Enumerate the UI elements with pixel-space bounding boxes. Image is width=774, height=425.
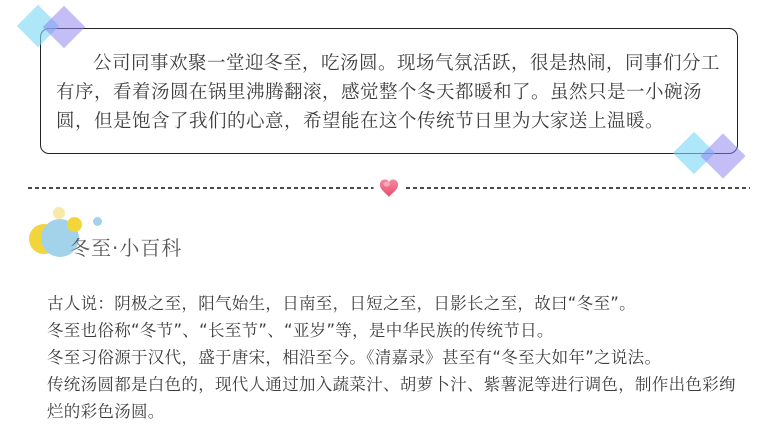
body-text [47,290,749,425]
decor-circle-pale-yellow [53,207,65,219]
body-paragraph: 古人说：阴极之至，阳气始生，日南至，日短之至，日影长之至，故曰“冬至”。 [47,294,636,313]
heart-icon [374,178,405,199]
intro-paragraph: 公司同事欢聚一堂迎冬至，吃汤圆。现场气氛活跃，很是热闹，同事们分工有序，看着汤圆在锅里沸腾翻滚，感觉整个冬天都暖和了。虽然只是一小碗汤圆，但是饱含了我们的心意，希望能在这个传统节日里为大家送上温暖。 [56,53,721,132]
body-paragraph: 传统汤圆都是白色的，现代人通过加入蔬菜汁、胡萝卜汁、紫薯泥等进行调色，制作出色彩绚烂的彩色汤圆。 [47,375,736,421]
decor-circle-blue-small [93,217,102,226]
intro-box [40,28,738,154]
section-title: 冬至·小百科 [70,236,183,260]
section-divider [28,187,750,189]
body-paragraph: 冬至也俗称“冬节”、“长至节”、“亚岁”等，是中华民族的传统节日。 [47,321,554,340]
decor-circle-yellow-small [67,217,82,232]
body-paragraph: 冬至习俗源于汉代，盛于唐宋，相沿至今。《清嘉录》甚至有“冬至大如年”之说法。 [47,348,662,367]
